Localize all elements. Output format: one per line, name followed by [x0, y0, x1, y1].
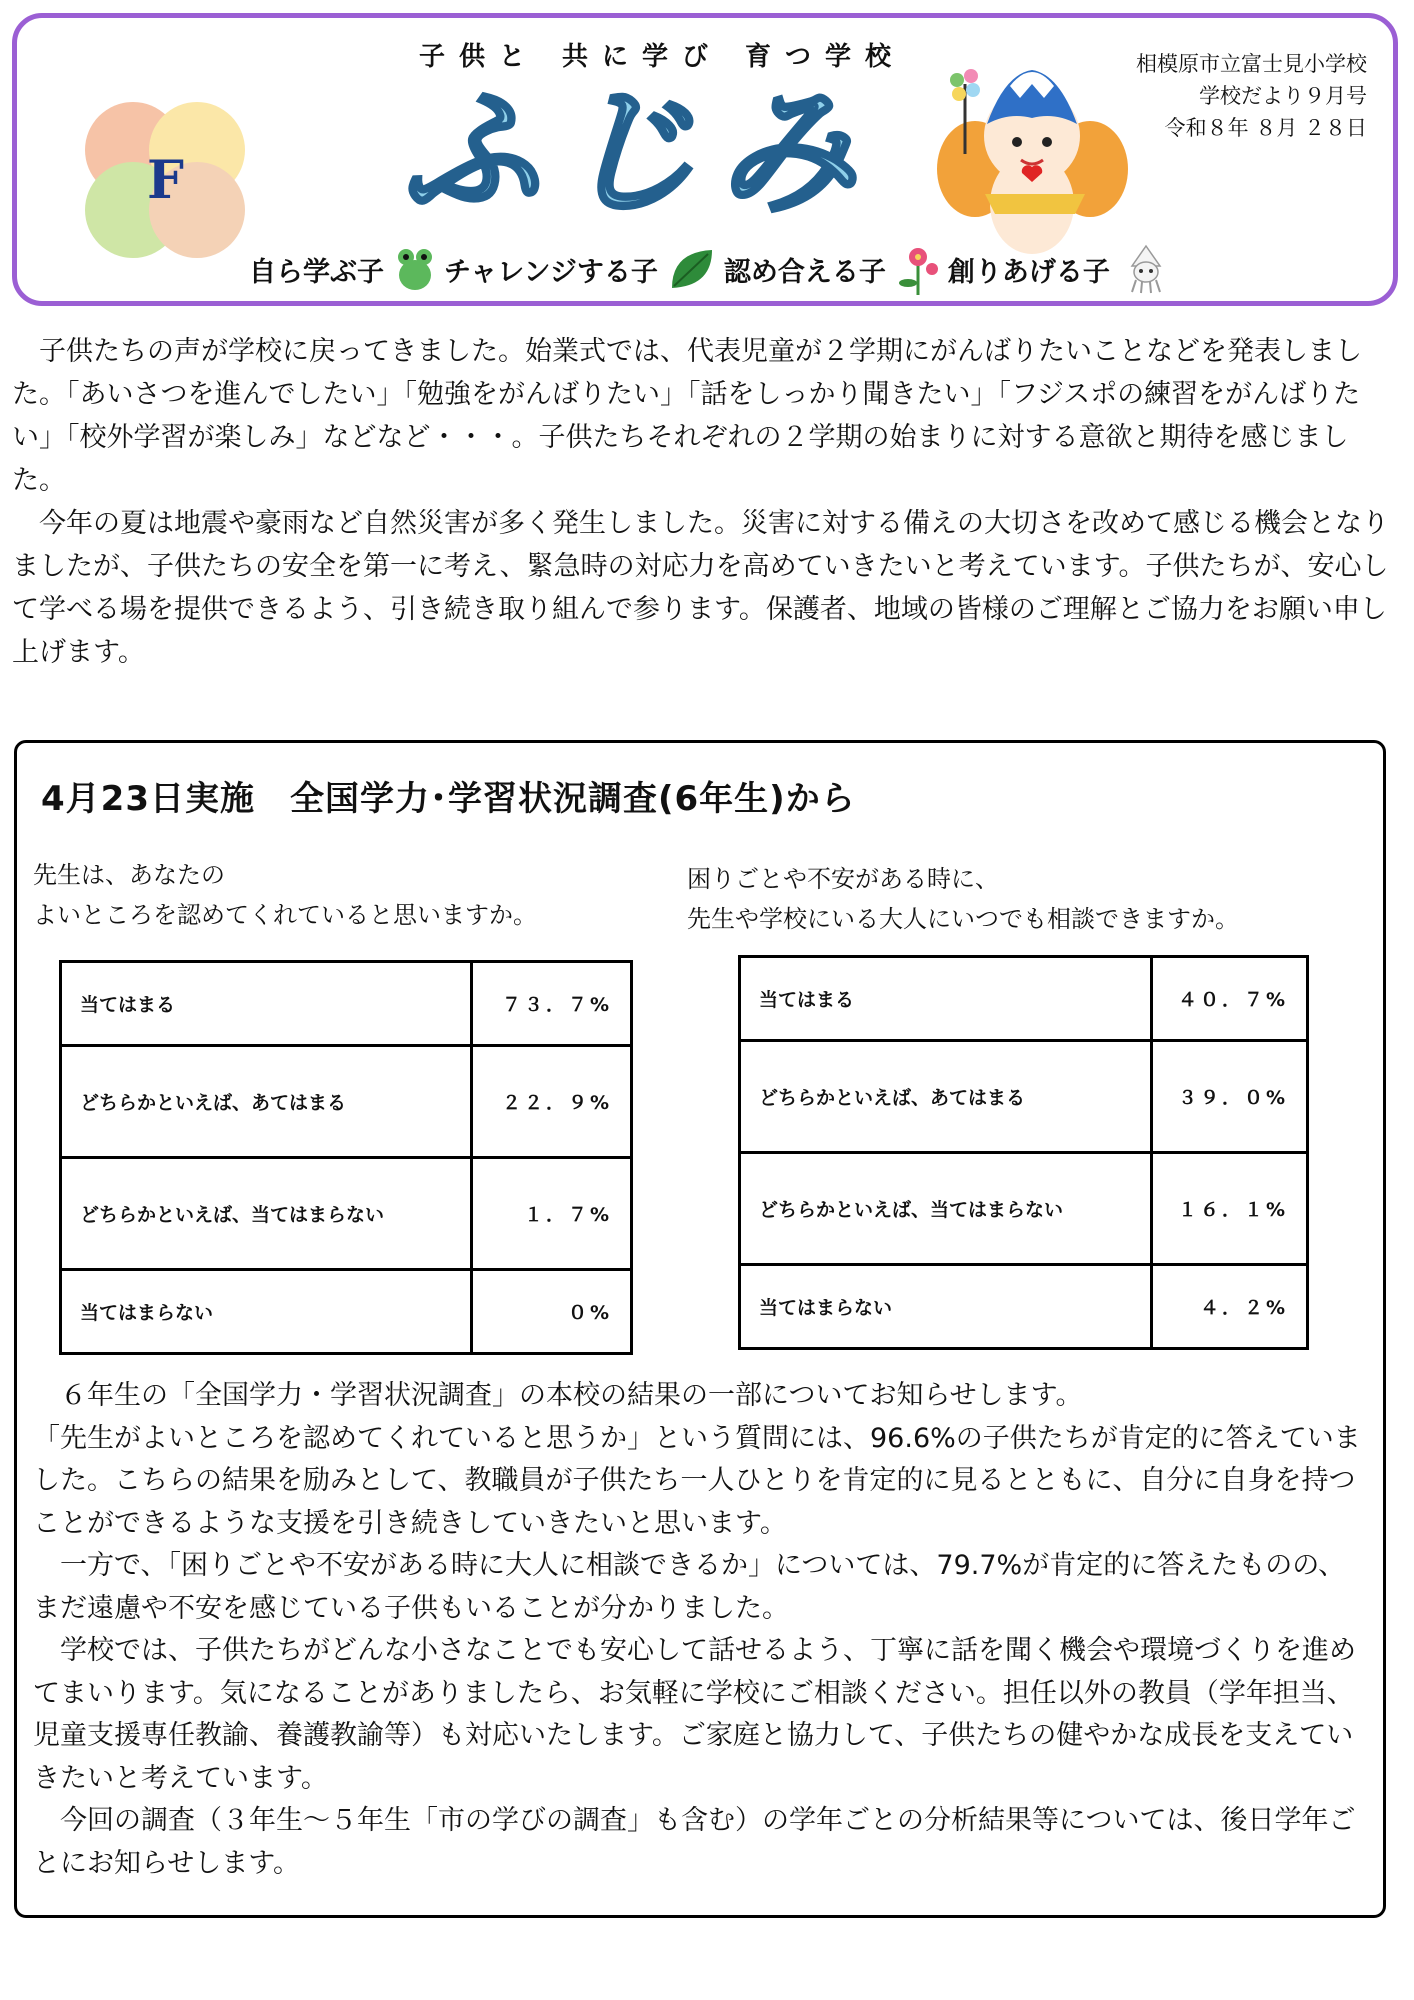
goal-self-learning: 自ら学ぶ子 — [249, 256, 384, 288]
intro-paragraph: 子供たちの声が学校に戻ってきました。始業式では、代表児童が２学期にがんばりたいことなどを発表しました。「あいさつを進んでしたい」「勉強をがんばりたい」「話をしっかり聞きたい」「フジスポの練習をがんばりたい」「校外学習が楽しみ」などなど・・・。子供たちそれぞれの２学期の始まりに対する意欲と期待を感じました。 — [12, 336, 1362, 496]
masthead — [12, 13, 1398, 306]
table-row — [61, 962, 632, 1046]
answer-label: どちらかといえば、あてはまる — [740, 1041, 1152, 1153]
table-row — [740, 1041, 1308, 1153]
table-row — [740, 957, 1308, 1041]
answer-percentage: ７３．７% — [472, 962, 632, 1046]
table-row — [740, 1265, 1308, 1349]
school-goals — [249, 244, 1180, 294]
table-row — [61, 1046, 632, 1158]
answer-percentage: ２２．９% — [472, 1046, 632, 1158]
newsletter-title: ふじみ — [402, 72, 877, 233]
table-row — [740, 1153, 1308, 1265]
answer-label: 当てはまらない — [740, 1265, 1152, 1349]
fujimi-mascot-icon — [935, 64, 1130, 270]
question-1-line-2: よいところを認めてくれていると思いますか。 — [33, 901, 537, 929]
answer-label: 当てはまる — [740, 957, 1152, 1041]
goal-mutual-recognition: 認め合える子 — [723, 256, 886, 288]
question-1 — [33, 855, 537, 935]
issue-label: 学校だより９月号 — [1199, 84, 1367, 108]
issue-date: 令和８年 ８月 ２８日 — [1164, 116, 1367, 140]
survey-title: 4月23日実施 全国学力･学習状況調査(6年生)から — [41, 779, 856, 819]
survey-section — [14, 740, 1386, 1918]
answer-label: 当てはまる — [61, 962, 472, 1046]
question-1-line-1: 先生は、あなたの — [33, 861, 225, 889]
flower-icon — [896, 243, 940, 295]
answer-percentage: ４０．７% — [1152, 957, 1308, 1041]
commentary-paragraph: 「先生がよいところを認めてくれていると思うか」という質問には、96.6%の子供たちが肯定的に答えていました。こちらの結果を励みとして、教職員が子供たち一人ひとりを肯定的に見るとともに、自分に自身を持つことができるような支援を引き続きしていきたいと思います。 — [33, 1422, 1361, 1539]
table-row — [61, 1270, 632, 1354]
school-clover-logo — [75, 98, 255, 270]
frog-icon — [394, 247, 436, 291]
survey-commentary — [33, 1375, 1369, 1885]
goal-creation: 創りあげる子 — [947, 256, 1110, 288]
question-2-results-table — [738, 955, 1309, 1350]
answer-percentage: ３９．０% — [1152, 1041, 1308, 1153]
question-2 — [687, 859, 1239, 939]
question-2-line-2: 先生や学校にいる大人にいつでも相談できますか。 — [687, 905, 1239, 933]
answer-percentage: １．７% — [472, 1158, 632, 1270]
commentary-paragraph: 今回の調査（３年生～５年生「市の学びの調査」も含む）の学年ごとの分析結果等については、後日学年ごとにお知らせします。 — [33, 1805, 1356, 1879]
commentary-paragraph: 一方で、「困りごとや不安がある時に大人に相談できるか」については、79.7%が肯定的に答えたものの、まだ遠慮や不安を感じている子供もいることが分かりました。 — [33, 1550, 1346, 1624]
answer-percentage: ０% — [472, 1270, 632, 1354]
answer-label: 当てはまらない — [61, 1270, 472, 1354]
answer-percentage: １６．１% — [1152, 1153, 1308, 1265]
logo-letter: F — [147, 150, 184, 211]
school-motto: 子供と 共に学び 育つ学校 — [418, 42, 906, 72]
answer-percentage: ４．２% — [1152, 1265, 1308, 1349]
leaf-icon — [668, 246, 716, 292]
squid-icon — [1120, 244, 1172, 294]
table-row — [61, 1158, 632, 1270]
intro-message — [12, 330, 1400, 674]
question-2-line-1: 困りごとや不安がある時に、 — [687, 865, 999, 893]
answer-label: どちらかといえば、当てはまらない — [61, 1158, 472, 1270]
answer-label: どちらかといえば、あてはまる — [61, 1046, 472, 1158]
goal-challenge: チャレンジする子 — [444, 256, 658, 288]
answer-label: どちらかといえば、当てはまらない — [740, 1153, 1152, 1265]
school-info — [1136, 48, 1367, 144]
question-1-results-table — [59, 960, 633, 1355]
intro-paragraph: 今年の夏は地震や豪雨など自然災害が多く発生しました。災害に対する備えの大切さを改めて感じる機会となりましたが、子供たちの安全を第一に考え、緊急時の対応力を高めていきたいと考えています。子供たちが、安心して学べる場を提供できるよう、引き続き取り組んで参ります。保護者、地域の皆様のご理解とご協力をお願い申し上げます。 — [12, 508, 1389, 668]
commentary-paragraph: 学校では、子供たちがどんな小さなことでも安心して話せるよう、丁寧に話を聞く機会や環境づくりを進めてまいります。気になることがありましたら、お気軽に学校にご相談ください。担任以外の教員（学年担当、児童支援専任教諭、養護教諭等）も対応いたします。ご家庭と協力して、子供たちの健やかな成長を支えていきたいと考えています。 — [33, 1635, 1356, 1794]
commentary-paragraph: ６年生の「全国学力・学習状況調査」の本校の結果の一部についてお知らせします。 — [60, 1380, 1083, 1411]
school-name: 相模原市立富士見小学校 — [1136, 52, 1367, 76]
